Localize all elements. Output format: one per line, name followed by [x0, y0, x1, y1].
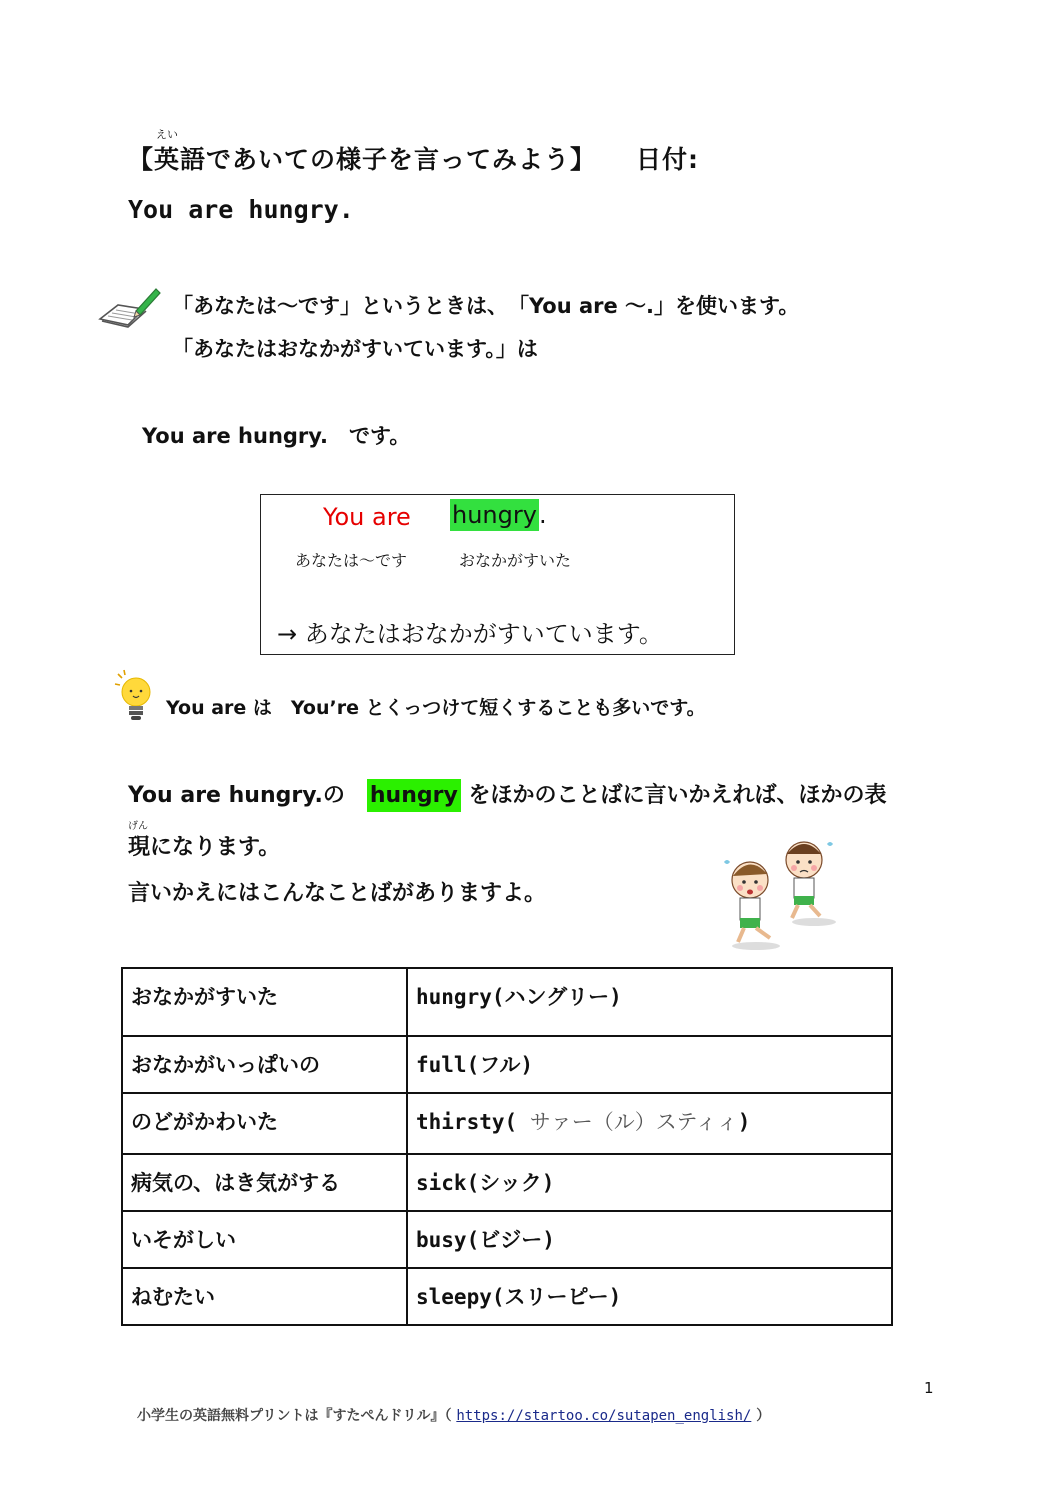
example-sentence: You are hungry. です。	[142, 424, 411, 448]
table-cell-jp	[122, 968, 407, 1036]
table-cell-jp	[122, 1154, 407, 1211]
table-row	[122, 1211, 892, 1268]
table-cell-en	[407, 1211, 892, 1268]
page-number: 1	[924, 1379, 934, 1397]
cell-jp-text: おなかがすいた	[131, 985, 278, 1009]
table-row	[122, 1093, 892, 1154]
title-ruby-base: 英	[154, 145, 181, 174]
footer-link[interactable]: https://startoo.co/sutapen_english/	[456, 1408, 752, 1424]
box-period: .	[538, 501, 547, 529]
para-ruby-base: 現	[128, 835, 151, 860]
cell-en-pronunciation: サァー（ル）スティィ	[517, 1110, 738, 1134]
table-row	[122, 1268, 892, 1325]
table-cell-en	[407, 1154, 892, 1211]
footer-text: 小学生の英語無料プリントは『すたぺんドリル』（	[137, 1408, 457, 1424]
cell-jp-text: のどがかわいた	[131, 1110, 278, 1134]
title-main: 語であいての様子を言ってみよう】	[180, 145, 597, 174]
table-cell-en	[407, 968, 892, 1036]
running-kids-illustration	[712, 832, 862, 956]
vocabulary-table	[121, 967, 893, 1326]
table-row	[122, 968, 892, 1036]
cell-en-text: busy(ビジー)	[416, 1228, 555, 1252]
table-cell-jp	[122, 1036, 407, 1093]
table-cell-jp	[122, 1268, 407, 1325]
notebook-pencil-icon	[96, 283, 162, 329]
para-line2-rest: になります。	[150, 835, 281, 860]
para-line1-before: You are hungry.の	[128, 783, 367, 808]
paragraph-line-2	[128, 821, 281, 861]
date-label: 日付:	[636, 145, 700, 174]
title-ruby-group	[154, 128, 181, 176]
paragraph-line-3: 言いかえにはこんなことばがありますよ。	[128, 881, 547, 906]
footer	[137, 1405, 770, 1425]
cell-en-text: thirsty(	[416, 1110, 518, 1134]
cell-jp-text: ねむたい	[131, 1285, 215, 1309]
tip-text: You are は You’re とくっつけて短くすることも多いです。	[166, 697, 706, 719]
hungry-highlight: hungry	[367, 779, 461, 812]
cell-en-tail: )	[737, 1110, 751, 1134]
cell-en-text: sleepy(スリーピー)	[416, 1285, 622, 1309]
table-row	[122, 1036, 892, 1093]
para-furigana: げん	[128, 821, 148, 832]
lightbulb-icon	[112, 668, 156, 724]
cell-en-text: sick(シック)	[416, 1171, 555, 1195]
table-cell-en	[407, 1268, 892, 1325]
cell-jp-text: 病気の、はき気がする	[131, 1171, 341, 1195]
table-cell-en	[407, 1093, 892, 1154]
page-title	[128, 128, 700, 176]
box-translation: → あなたはおなかがすいています。	[277, 620, 663, 648]
paragraph-line-1	[128, 778, 887, 809]
cell-en-text: full(フル)	[416, 1053, 534, 1077]
title-bracket: 【	[128, 145, 155, 174]
hungry-meaning: おなかがすいた	[459, 551, 572, 570]
explanation-line-2: 「あなたはおなかがすいています。」は	[172, 337, 538, 361]
cell-en-text: hungry(ハングリー)	[416, 985, 622, 1009]
title-furigana: えい	[156, 128, 179, 141]
para-line1-after: をほかのことばに言いかえれば、ほかの表	[460, 783, 887, 808]
cell-en-text-group	[416, 1094, 883, 1136]
cell-jp-text: おなかがいっぱいの	[131, 1053, 320, 1077]
explanation-line-1: 「あなたは〜です」というときは、 「You are 〜.」を使います。	[172, 294, 800, 318]
box-hungry-group	[450, 501, 547, 529]
table-cell-en	[407, 1036, 892, 1093]
table-cell-jp	[122, 1211, 407, 1268]
subtitle: You are hungry.	[128, 195, 354, 224]
table-cell-jp	[122, 1093, 407, 1154]
you-are-meaning: あなたは〜です	[295, 551, 408, 570]
table-row	[122, 1154, 892, 1211]
box-you-are: You are	[323, 503, 411, 531]
footer-close: ）	[751, 1408, 771, 1424]
para-ruby-group	[128, 821, 151, 861]
cell-jp-text: いそがしい	[131, 1228, 236, 1252]
box-hungry-highlight: hungry	[452, 501, 537, 529]
